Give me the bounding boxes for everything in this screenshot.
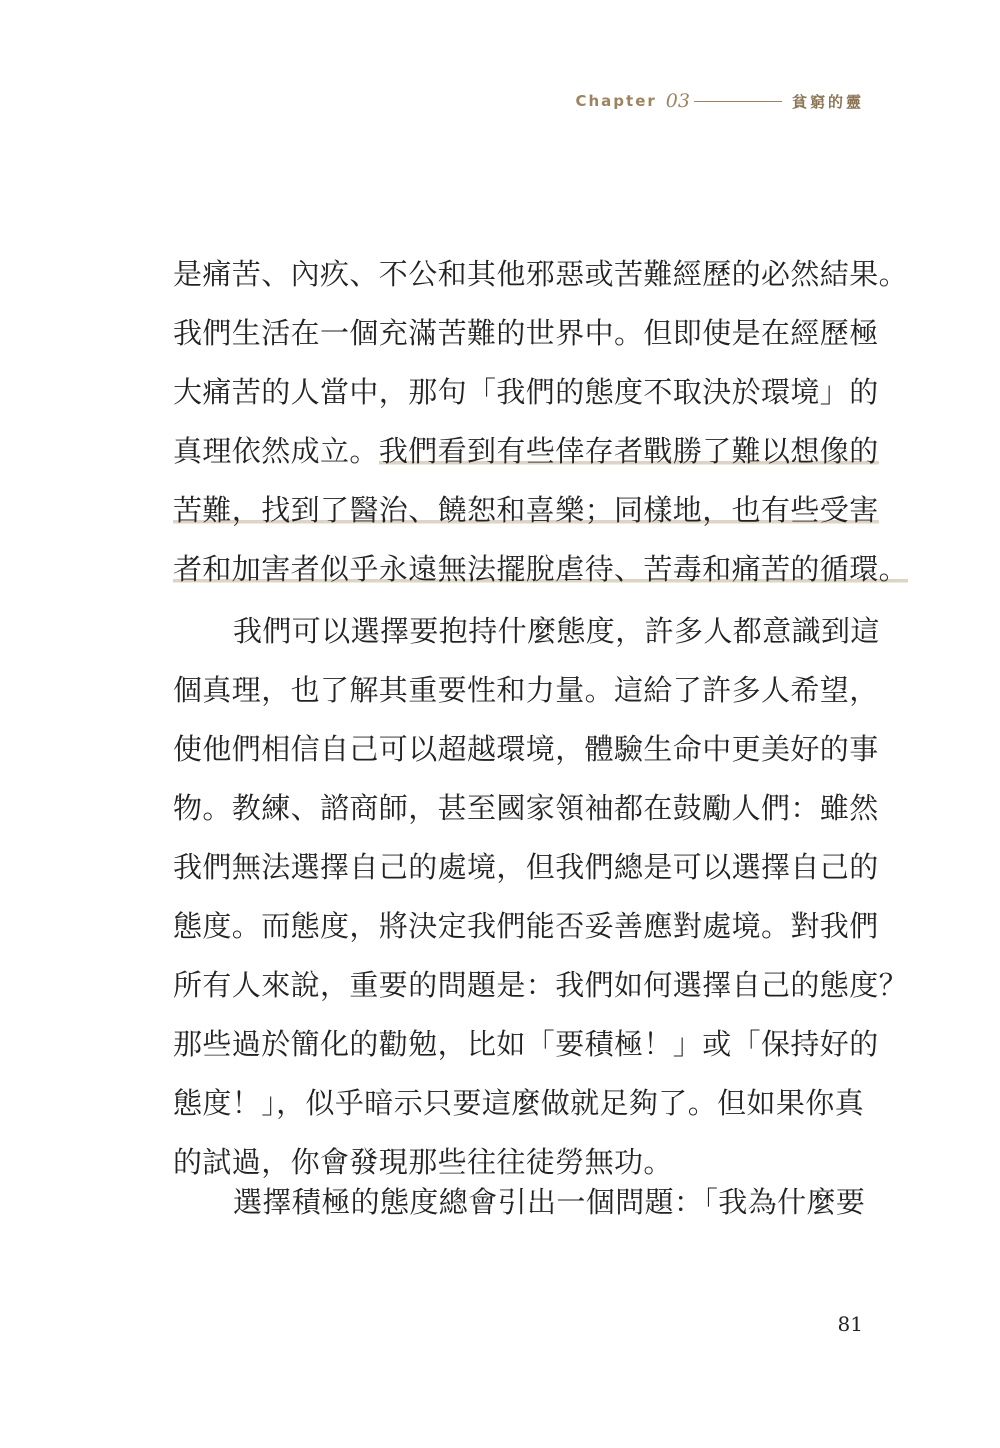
text-line: 的試過，你會發現那些往往徒勞無功。 bbox=[173, 1145, 673, 1179]
text-line: 所有人來說，重要的問題是：我們如何選擇自己的態度？ bbox=[173, 968, 909, 1002]
text-line: 態度！」，似乎暗示只要這麼做就足夠了。但如果你真 bbox=[173, 1086, 865, 1120]
page-number: 81 bbox=[837, 1312, 863, 1336]
paragraph-3 bbox=[173, 1174, 866, 1233]
text-line: 態度。而態度，將決定我們能否妥善應對處境。對我們 bbox=[173, 909, 879, 943]
text-line: 大痛苦的人當中，那句「我們的態度不取決於環境」的 bbox=[173, 375, 879, 409]
text-line: 個真理，也了解其重要性和力量。這給了許多人希望， bbox=[173, 673, 879, 707]
text-line: 我們可以選擇要抱持什麼態度，許多人都意識到這 bbox=[233, 614, 880, 648]
header-rule bbox=[694, 101, 782, 102]
text-line bbox=[173, 541, 909, 600]
chapter-title: 貧窮的靈 bbox=[791, 92, 864, 111]
text-line: 物。教練、諮商師，甚至國家領袖都在鼓勵人們：雖然 bbox=[173, 791, 879, 825]
chapter-number: 03 bbox=[665, 90, 690, 112]
chapter-label: Chapter bbox=[575, 92, 657, 110]
text-line: 我們生活在一個充滿苦難的世界中。但即使是在經歷極 bbox=[173, 316, 879, 350]
paragraph-2 bbox=[173, 603, 909, 1193]
highlighted-text: 我們看到有些倖存者戰勝了難以想像的 bbox=[378, 434, 879, 468]
text-segment: 真理依然成立。 bbox=[173, 434, 379, 468]
running-header bbox=[576, 86, 865, 116]
highlighted-text: 者和加害者似乎永遠無法擺脫虐待、苦毒和痛苦的循環。 bbox=[173, 552, 909, 586]
text-line bbox=[173, 482, 879, 541]
text-line: 是痛苦、內疚、不公和其他邪惡或苦難經歷的必然結果。 bbox=[173, 257, 909, 291]
highlighted-text: 苦難，找到了醫治、饒恕和喜樂；同樣地，也有些受害 bbox=[173, 493, 879, 527]
text-line: 那些過於簡化的勸勉，比如「要積極！」或「保持好的 bbox=[173, 1027, 879, 1061]
paragraph-1 bbox=[173, 246, 909, 600]
text-line: 我們無法選擇自己的處境，但我們總是可以選擇自己的 bbox=[173, 850, 879, 884]
text-line: 選擇積極的態度總會引出一個問題：「我為什麼要 bbox=[233, 1185, 866, 1219]
text-line: 使他們相信自己可以超越環境，體驗生命中更美好的事 bbox=[173, 732, 879, 766]
text-line bbox=[173, 423, 879, 482]
